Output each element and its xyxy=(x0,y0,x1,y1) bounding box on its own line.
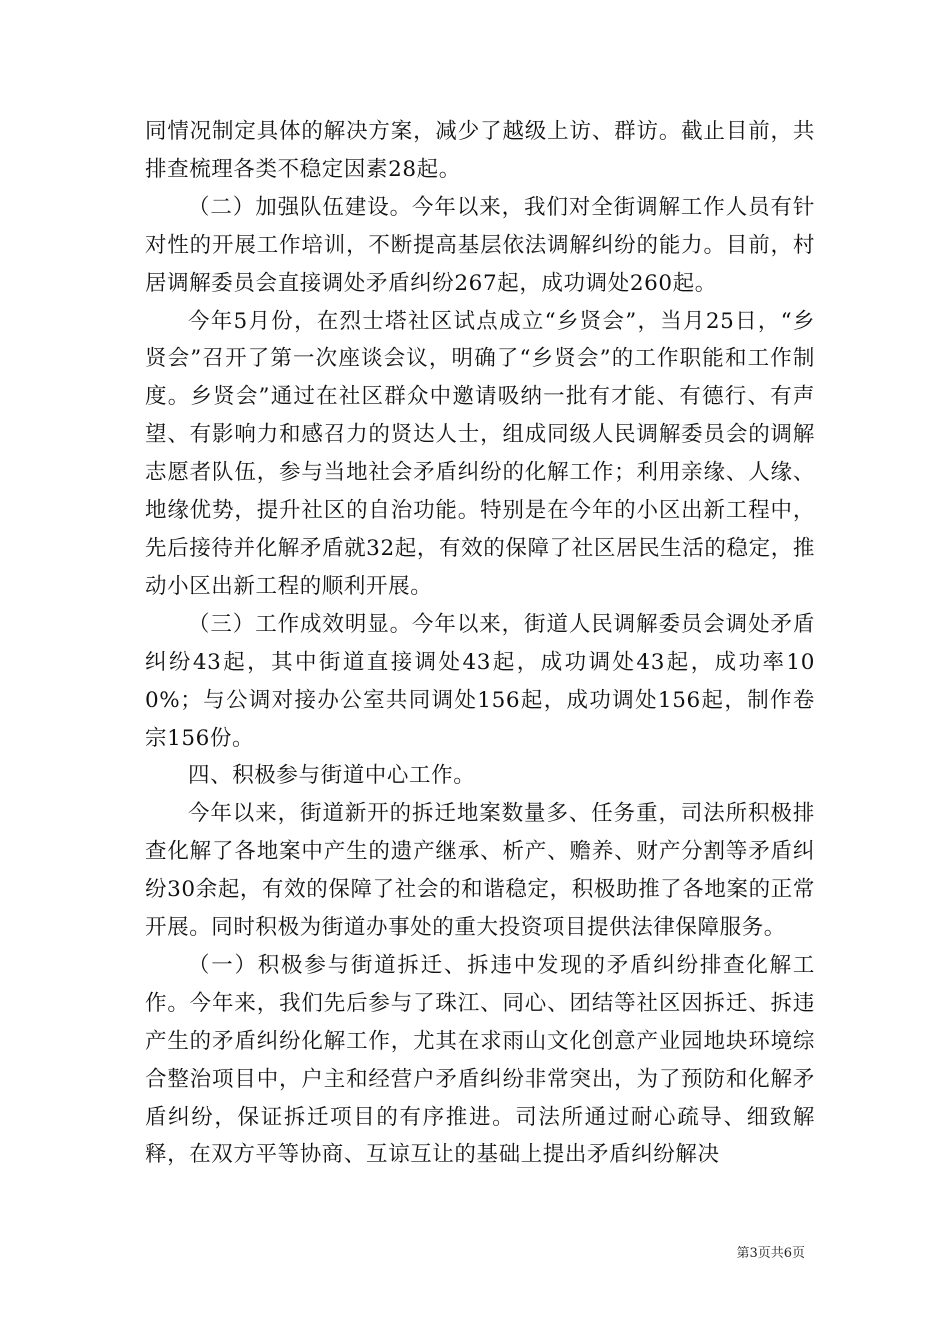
paragraph-6: 今年以来，街道新开的拆迁地案数量多、任务重，司法所积极排查化解了各地案中产生的遗产继承、析产、赡养、财产分割等矛盾纠纷30余起，有效的保障了社会的和谐稳定，积极助推了各地案的正常开展。同时积极为街道办事处的重大投资项目提供法律保障服务。 xyxy=(145,801,815,941)
paragraph-1: 同情况制定具体的解决方案，减少了越级上访、群访。截止目前，共排查梳理各类不稳定因素28起。 xyxy=(145,119,815,182)
section-heading: 四、积极参与街道中心工作。 xyxy=(188,763,476,789)
paragraph-4: （三）工作成效明显。今年以来，街道人民调解委员会调处矛盾纠纷43起，其中街道直接调处43起，成功调处43起，成功率100%；与公调对接办公室共同调处156起，成功调处156起，制作卷宗156份。 xyxy=(145,611,815,751)
document-body xyxy=(145,113,815,1174)
page-number: 第3页共6页 xyxy=(736,1246,805,1261)
paragraph-2: （二）加强队伍建设。今年以来，我们对全街调解工作人员有针对性的开展工作培训，不断提高基层依法调解纠纷的能力。目前，村居调解委员会直接调处矛盾纠纷267起，成功调处260起。 xyxy=(145,194,815,296)
paragraph-3: 今年5月份，在烈士塔社区试点成立“乡贤会”，当月25日，“乡贤会”召开了第一次座谈会议，明确了“乡贤会”的工作职能和工作制度。乡贤会”通过在社区群众中邀请吸纳一批有才能、有德行、有声望、有影响力和感召力的贤达人士，组成同级人民调解委员会的调解志愿者队伍，参与当地社会矛盾纠纷的化解工作；利用亲缘、人缘、地缘优势，提升社区的自治功能。特别是在今年的小区出新工程中，先后接待并化解矛盾就32起，有效的保障了社区居民生活的稳定，推动小区出新工程的顺利开展。 xyxy=(145,308,815,599)
paragraph-7: （一）积极参与街道拆迁、拆违中发现的矛盾纠纷排查化解工作。今年来，我们先后参与了珠江、同心、团结等社区因拆迁、拆违产生的矛盾纠纷化解工作，尤其在求雨山文化创意产业园地块环境综合整治项目中，户主和经营户矛盾纠纷非常突出，为了预防和化解矛盾纠纷，保证拆迁项目的有序推进。司法所通过耐心疏导、细致解释，在双方平等协商、互谅互让的基础上提出矛盾纠纷解决 xyxy=(145,952,815,1168)
